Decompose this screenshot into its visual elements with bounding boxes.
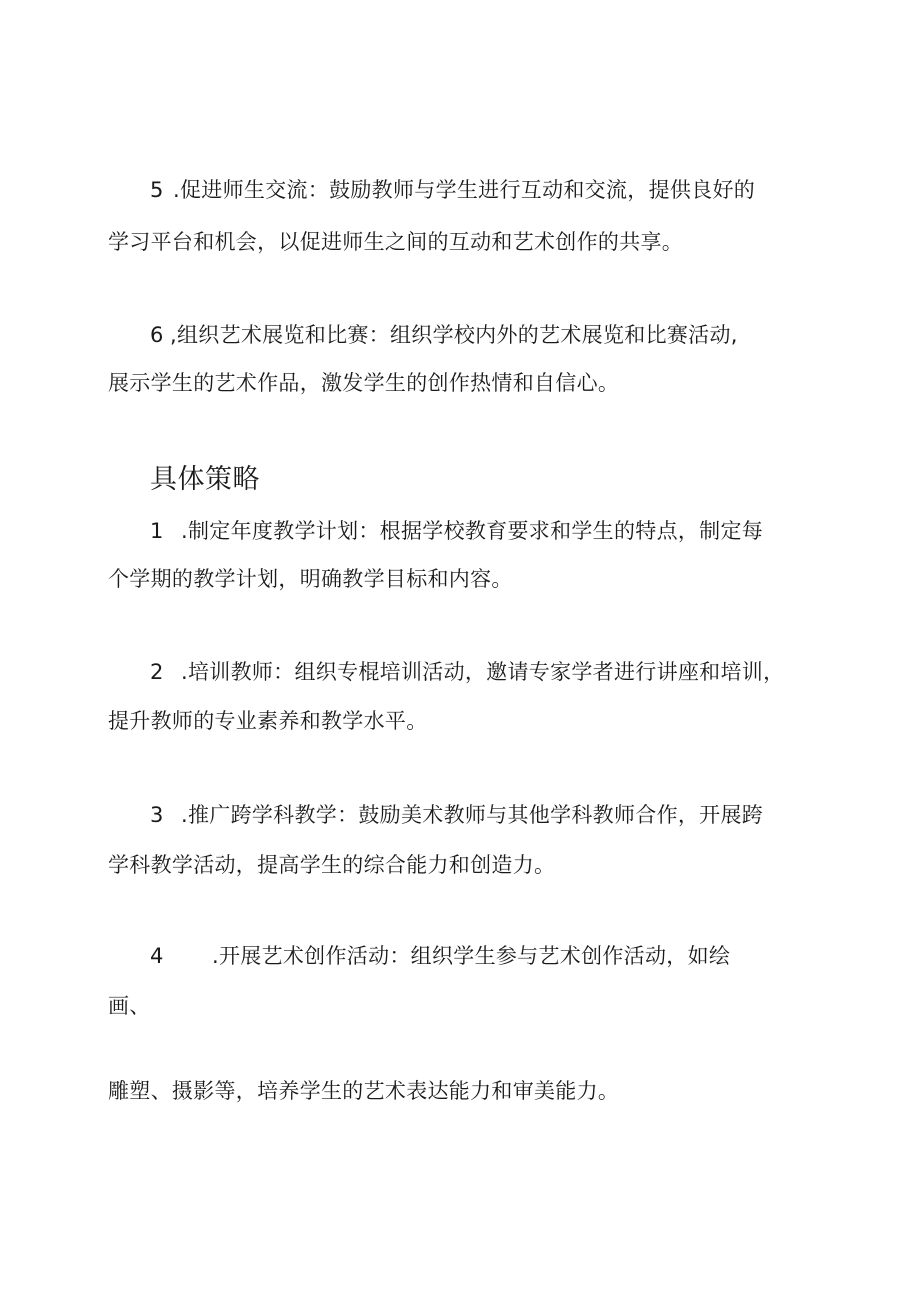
item-number: 1: [150, 519, 164, 543]
item-text-line-3: 雕塑、摄影等，培养学生的艺术表达能力和审美能力。: [108, 1079, 620, 1103]
item-text-line-1: .促进师生交流：鼓励教师与学生进行互动和交流，提供良好的: [173, 178, 756, 202]
item-text-line-2: 学科教学活动，提高学生的综合能力和创造力。: [108, 853, 556, 877]
item-text-line-2: 个学期的教学计划，明确教学目标和内容。: [108, 567, 513, 591]
item-text-line-2: 展示学生的艺术作品，激发学生的创作热情和自信心。: [108, 371, 620, 395]
item-number: 5: [150, 178, 164, 202]
item-text-line-2: 提升教师的专业素养和教学水平。: [108, 709, 428, 733]
item-text-line-1: .开展艺术创作活动：组织学生参与艺术创作活动，如绘: [212, 944, 731, 968]
item-number: 6: [150, 323, 164, 347]
item-text-line-1: .培训教师：组织专棍培训活动，邀请专家学者进行讲座和培训，: [181, 660, 785, 684]
item-text-line-1: ,组织艺术展览和比赛：组织学校内外的艺术展览和比赛活动,: [170, 323, 738, 347]
item-text-line-1: .制定年度教学计划：根据学校教育要求和学生的特点，制定每: [181, 519, 764, 543]
item-text-line-2: 学习平台和机会，以促进师生之间的互动和艺术创作的共享。: [108, 230, 684, 254]
item-number: 4: [150, 944, 164, 968]
item-number: 2: [150, 660, 164, 684]
item-number: 3: [150, 803, 164, 827]
item-text-line-2: 画、: [108, 994, 151, 1018]
section-heading: 具体策略: [150, 464, 260, 495]
item-text-line-1: .推广跨学科教学：鼓励美术教师与其他学科教师合作，开展跨: [181, 803, 764, 827]
